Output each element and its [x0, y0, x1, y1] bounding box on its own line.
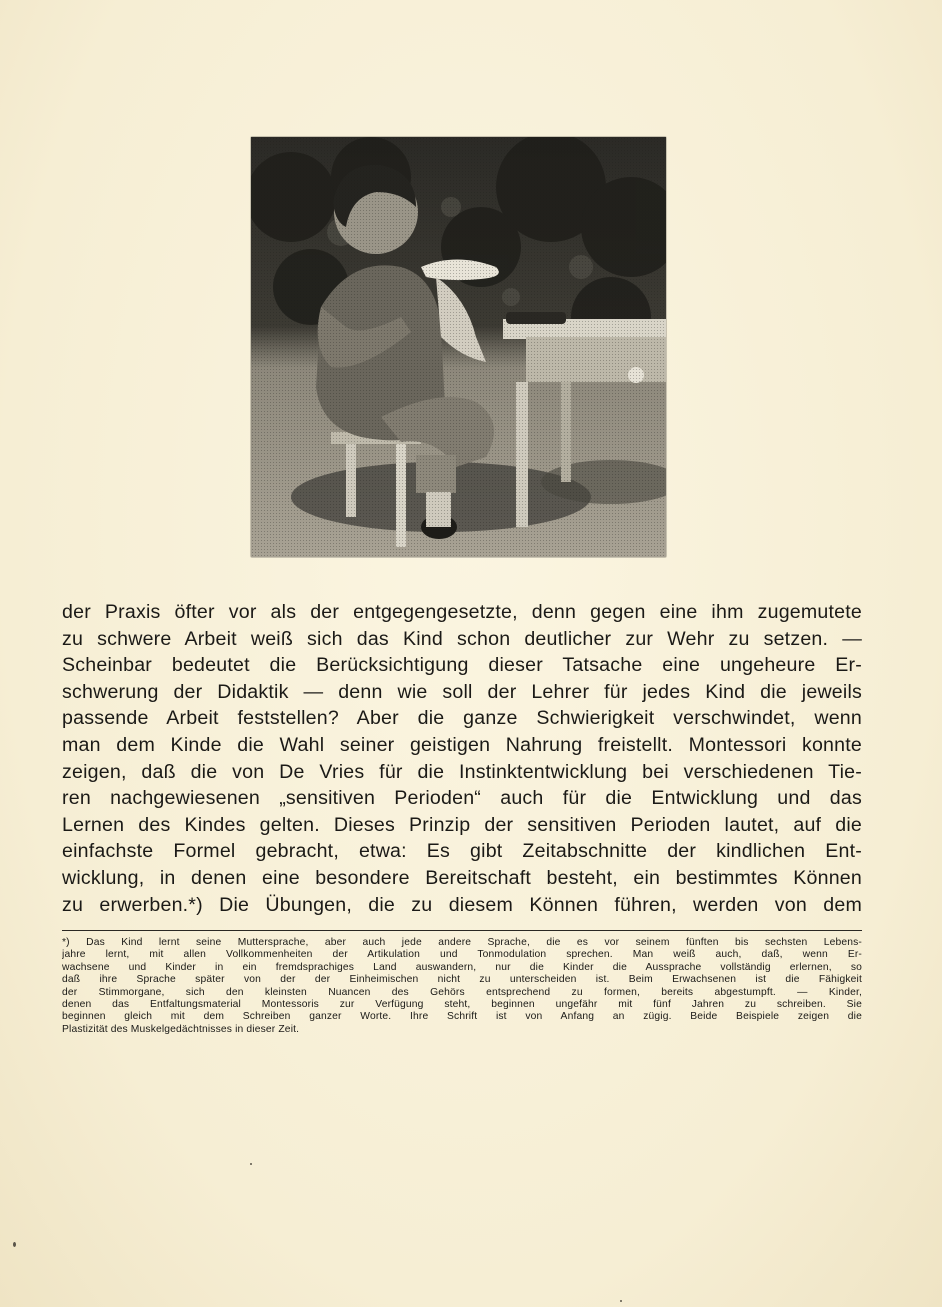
- body-line: Scheinbar bedeutet die Berücksichtigung dieser Tatsache eine ungeheure Er-: [62, 654, 862, 677]
- photo-illustration: [251, 137, 666, 557]
- footnote-divider: [62, 930, 862, 931]
- footnote: [62, 937, 862, 1036]
- photograph: [251, 137, 666, 557]
- body-line: Lernen des Kindes gelten. Dieses Prinzip der sensitiven Perioden lautet, auf die: [62, 813, 862, 836]
- body-line: zeigen, daß die von De Vries für die Instinktentwicklung bei verschiedenen Tie-: [62, 760, 862, 783]
- footnote-line: jahre lernt, mit allen Vollkommenheiten der Artikulation und Tonmodulation sprechen. Man weiß auch, daß, wenn Er-: [62, 949, 862, 961]
- body-line: wicklung, in denen eine besondere Bereitschaft besteht, ein bestimmtes Können: [62, 866, 862, 889]
- body-line: man dem Kinde die Wahl seiner geistigen Nahrung freistellt. Montessori konnte: [62, 733, 862, 756]
- footnote-line: *) Das Kind lernt seine Muttersprache, aber auch jede andere Sprache, die es vor seinem fünften bis sechsten Lebens-: [62, 937, 862, 948]
- paper-speck: [620, 1300, 622, 1302]
- footnote-line: der Stimmorgane, sich den kleinsten Nuancen des Gehörs entsprechend zu formen, bereits abgestumpft. — Kinder,: [62, 986, 862, 998]
- paper-speck: [13, 1242, 16, 1247]
- body-text: [62, 599, 862, 918]
- body-line: einfachste Formel gebracht, etwa: Es gibt Zeitabschnitte der kindlichen Ent-: [62, 840, 862, 863]
- footnote-line: Plastizität des Muskelgedächtnisses in dieser Zeit.: [62, 1023, 300, 1035]
- footnote-line: wachsene und Kinder in ein fremdsprachiges Land auswandern, nur die Kinder die Aussprache vollständig erlernen, so: [62, 961, 862, 973]
- footnote-line: daß ihre Sprache später von der der Einheimischen nicht zu unterscheiden ist. Beim Erwachsenen ist die Fähigkeit: [62, 974, 862, 986]
- paper-speck: [250, 1163, 252, 1165]
- footnote-line: beginnen gleich mit dem Schreiben ganzer Worte. Ihre Schrift ist von Anfang an zügig. Beide Beispiele zeigen die: [62, 1011, 862, 1023]
- body-line: passende Arbeit feststellen? Aber die ganze Schwierigkeit verschwindet, wenn: [62, 707, 862, 730]
- footnote-line: denen das Entfaltungsmaterial Montessoris zur Verfügung steht, beginnen ungefähr mit fünf Jahren zu schreiben. Sie: [62, 998, 862, 1010]
- body-line: der Praxis öfter vor als der entgegengesetzte, denn gegen eine ihm zugemutete: [62, 601, 862, 623]
- body-line: schwerung der Didaktik — denn wie soll der Lehrer für jedes Kind die jeweils: [62, 680, 862, 703]
- body-line: zu schwere Arbeit weiß sich das Kind schon deutlicher zur Wehr zu setzen. —: [62, 627, 862, 650]
- body-line: ren nachgewiesenen „sensitiven Perioden“ auch für die Entwicklung und das: [62, 787, 862, 810]
- body-line: zu erwerben.*) Die Übungen, die zu diesem Können führen, werden von dem: [62, 893, 862, 916]
